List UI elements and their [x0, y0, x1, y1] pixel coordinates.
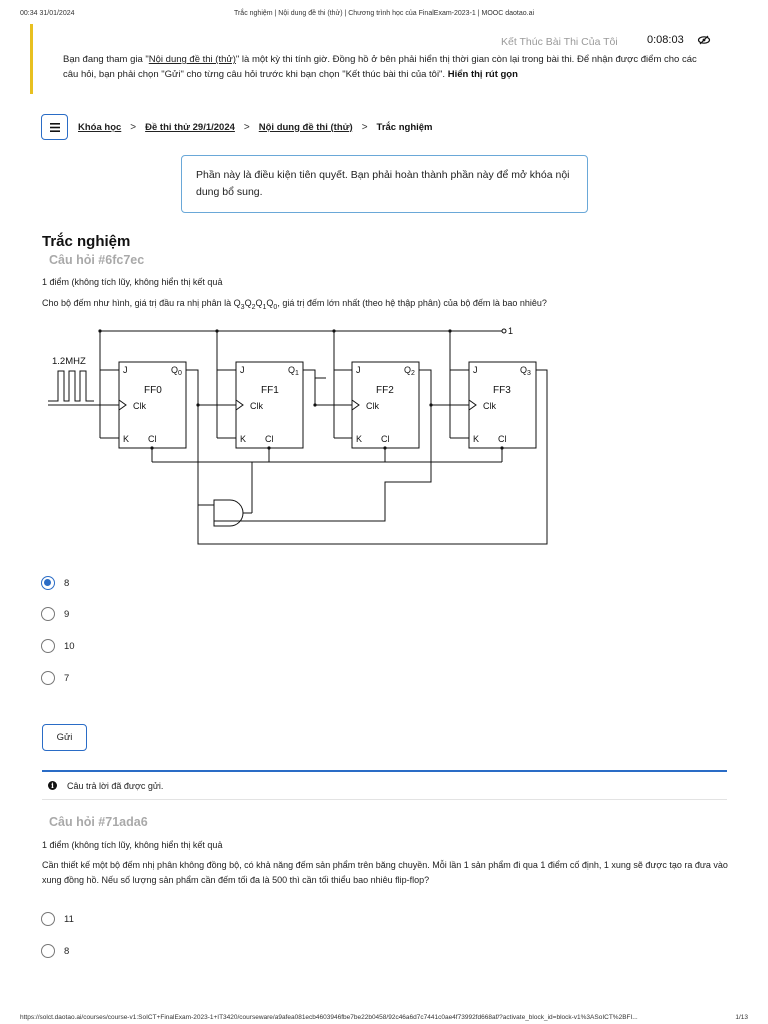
option-label: 7 — [64, 672, 70, 684]
question-text: Cần thiết kế một bộ đếm nhị phân không đồng bộ, có khả năng đếm sản phẩm trên băng chuyền. Mỗi lần 1 sản phẩm đi qua 1 điểm cố định, 1 xung sẽ được tạo ra đưa vào xung đồng hồ. Nếu số lượng sản phẩm cần đếm tối đa là 500 thì cần tối thiểu bao nhiêu flip-flop? — [42, 860, 728, 885]
answer-option[interactable] — [41, 575, 69, 591]
option-label: 10 — [64, 640, 75, 652]
radio-button[interactable] — [41, 944, 55, 958]
notice-text: Câu trả lời đã được gửi. — [67, 780, 164, 791]
question-id: Câu hỏi #71ada6 — [49, 815, 148, 829]
pin-j: J — [240, 365, 245, 375]
counter-circuit-diagram — [40, 322, 555, 550]
ff3-label: FF3 — [493, 385, 511, 396]
eye-slash-icon[interactable] — [697, 35, 711, 45]
submit-button[interactable]: Gửi — [42, 724, 87, 751]
answer-option[interactable] — [41, 638, 75, 654]
pin-clk: Clk — [133, 401, 146, 411]
option-label: 9 — [64, 608, 70, 620]
banner-text-before: Bạn đang tham gia " — [63, 54, 149, 65]
ff2-label: FF2 — [376, 385, 394, 396]
answer-option[interactable] — [41, 911, 74, 927]
chevron-right-icon: > — [130, 121, 137, 133]
answer-option[interactable] — [41, 943, 69, 959]
pin-j: J — [123, 365, 128, 375]
clock-frequency-label: 1.2MHZ — [52, 356, 86, 367]
pin-k: K — [240, 434, 247, 444]
subscript: 3 — [240, 303, 245, 311]
pin-k: K — [473, 434, 480, 444]
breadcrumb — [41, 114, 433, 140]
banner-message — [63, 52, 703, 82]
ff1-label: FF1 — [261, 385, 279, 396]
question-points: 1 điểm (không tích lũy, không hiển thị kết quả — [42, 840, 223, 850]
pin-q1: $Q_1$ — [288, 365, 299, 377]
chevron-right-icon: > — [243, 121, 250, 133]
option-label: 8 — [64, 945, 70, 957]
pin-clk: Clk — [250, 401, 263, 411]
subscript: 1 — [262, 303, 267, 311]
pin-j: J — [356, 365, 361, 375]
radio-button[interactable] — [41, 912, 55, 926]
submission-notice — [42, 770, 727, 800]
breadcrumb-content[interactable]: Nội dung đề thi (thử) — [258, 121, 353, 133]
pin-cl: Cl — [148, 434, 157, 444]
prerequisite-notice: Phần này là điều kiện tiên quyết. Bạn phải hoàn thành phần này để mở khóa nội dung bổ sung. — [181, 155, 588, 213]
pin-q3: $Q_3$ — [520, 365, 531, 377]
print-page-title: Trắc nghiệm | Nội dung đề thi (thử) | Chương trình học của FinalExam-2023-1 | MOOC daotao.ai — [233, 10, 535, 17]
end-exam-button[interactable]: Kết Thúc Bài Thi Của Tôi — [501, 36, 618, 48]
timed-exam-banner — [30, 24, 730, 94]
print-timestamp: 00:34 31/01/2024 — [20, 10, 75, 17]
pin-cl: Cl — [265, 434, 274, 444]
question-text-after: , giá trị đếm lớn nhất (theo hệ thập phân) của bộ đếm là bao nhiêu? — [277, 298, 547, 308]
pin-k: K — [356, 434, 363, 444]
answer-option[interactable] — [41, 670, 69, 686]
question-id: Câu hỏi #6fc7ec — [49, 253, 145, 267]
print-page-number: 1/13 — [735, 1014, 748, 1021]
exam-name-link[interactable]: Nội dung đề thi (thử) — [148, 54, 236, 65]
print-url: https://solct.daotao.ai/courses/course-v1:SoICT+FinalExam-2023-1+IT3420/courseware/a9afea081ecb4603946fbe7be22b0458/92c46a6d7c7441c0ae4f73992fd668af/?activate_block_id=block-v1%3ASoICT%2BFI... — [20, 1014, 638, 1021]
high-level-label: 1 — [508, 326, 514, 336]
pin-cl: Cl — [498, 434, 507, 444]
pin-clk: Clk — [366, 401, 379, 411]
subscript: 0 — [273, 303, 278, 311]
course-menu-button[interactable] — [41, 114, 68, 140]
radio-button[interactable] — [41, 576, 55, 590]
pin-cl: Cl — [381, 434, 390, 444]
pin-clk: Clk — [483, 401, 496, 411]
breadcrumb-current: Trắc nghiệm — [376, 121, 433, 133]
question-text: Cho bộ đếm như hình, giá trị đầu ra nhị phân là $Q_3Q_2Q_1Q_0$, giá trị đếm lớn nhất (theo hệ thập phân) của bộ đếm là bao nhiêu? — [42, 298, 547, 311]
and-gate — [214, 500, 243, 526]
pin-k: K — [123, 434, 130, 444]
section-title: Trắc nghiệm — [42, 233, 131, 250]
pin-j: J — [473, 365, 478, 375]
clock-waveform — [48, 371, 94, 401]
breadcrumb-exam[interactable]: Đề thi thử 29/1/2024 — [145, 121, 235, 133]
pin-q0: $Q_0$ — [171, 365, 182, 377]
exam-timer: 0:08:03 — [647, 34, 684, 46]
show-less-link[interactable]: Hiển thị rút gọn — [447, 69, 518, 80]
hamburger-icon — [50, 123, 60, 132]
question-text-before: Cho bộ đếm như hình, giá trị đầu ra nhị phân là Q — [42, 298, 241, 308]
chevron-right-icon: > — [361, 121, 368, 133]
info-icon: i — [48, 781, 57, 790]
radio-button[interactable] — [41, 607, 55, 621]
subscript: 2 — [251, 303, 256, 311]
pin-q2: $Q_2$ — [404, 365, 415, 377]
answer-option[interactable] — [41, 606, 69, 622]
banner-text-after: " là một kỳ thi tính giờ. Đồng hồ ở bên phải hiển thị thời gian còn lại trong bài thi. Để nhận được điểm cho các câu hỏi, bạn phải chọn "Gửi" cho từng câu hỏi trước khi bạn chọn "Kết thúc bài thi của tôi". — [63, 54, 697, 80]
option-label: 11 — [64, 913, 74, 925]
radio-button[interactable] — [41, 639, 55, 653]
ff0-label: FF0 — [144, 385, 162, 396]
question-points: 1 điểm (không tích lũy, không hiển thị kết quả — [42, 277, 223, 287]
radio-button[interactable] — [41, 671, 55, 685]
option-label: 8 — [64, 577, 70, 589]
breadcrumb-course[interactable]: Khóa học — [78, 121, 122, 133]
